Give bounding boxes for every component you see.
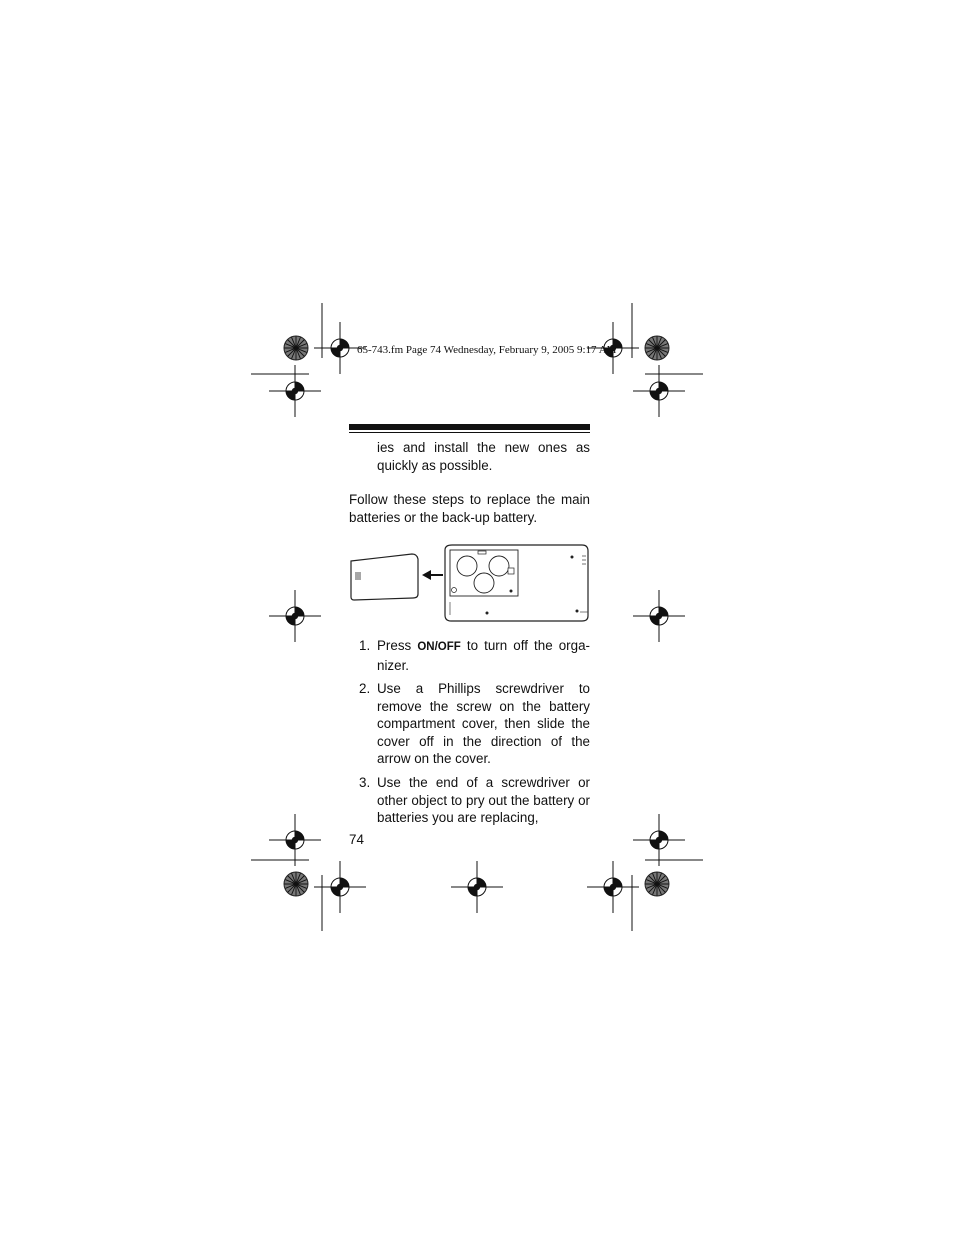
starburst-mark-icon	[284, 336, 308, 360]
organizer-back-icon	[445, 545, 588, 621]
step-text: Use a Phillips screwdriver to remove the screw on the battery compartment cover, then slide the cover off in the direction of the arrow on the cover.	[377, 681, 590, 766]
registration-mark-icon	[633, 590, 685, 642]
registration-mark-icon	[587, 861, 639, 913]
on-off-key-label: ON/OFF	[417, 641, 461, 653]
section-rule-thick	[349, 424, 590, 430]
page-number: 74	[349, 832, 364, 847]
battery-replacement-figure	[348, 542, 592, 624]
registration-mark-icon	[633, 814, 685, 866]
step-text-part: Press	[377, 638, 418, 653]
registration-mark-icon	[451, 861, 503, 913]
step-text-part: to turn off the orga-nizer.	[377, 638, 590, 673]
step-text	[377, 637, 590, 674]
step-number: 3.	[359, 775, 371, 790]
section-rule-thin	[349, 432, 590, 433]
battery-cover-icon	[351, 554, 418, 600]
registration-mark-icon	[269, 365, 321, 417]
battery-slot-icon	[489, 556, 509, 576]
step-1	[359, 637, 590, 674]
registration-mark-icon	[269, 590, 321, 642]
step-2	[359, 680, 590, 768]
starburst-mark-icon	[284, 872, 308, 896]
registration-mark-icon	[633, 365, 685, 417]
screw-icon	[452, 588, 457, 593]
continuation-text: ies and install the new ones as quickly as possible.	[377, 440, 590, 473]
backup-battery-slot-icon	[474, 573, 494, 593]
step-number: 1.	[359, 638, 371, 653]
battery-slot-icon	[457, 556, 477, 576]
arrow-left-icon	[422, 570, 443, 580]
step-3	[359, 774, 590, 828]
step-text: Use the end of a screwdriver or other object to pry out the battery or batteries you are replacing,	[377, 775, 590, 825]
step-number: 2.	[359, 681, 371, 696]
intro-paragraph: Follow these steps to replace the main batteries or the back-up battery.	[349, 492, 590, 525]
registration-mark-icon	[269, 814, 321, 866]
starburst-mark-icon	[645, 872, 669, 896]
print-header: 65-743.fm Page 74 Wednesday, February 9, 2005 9:17 AM	[357, 344, 617, 356]
starburst-mark-icon	[645, 336, 669, 360]
